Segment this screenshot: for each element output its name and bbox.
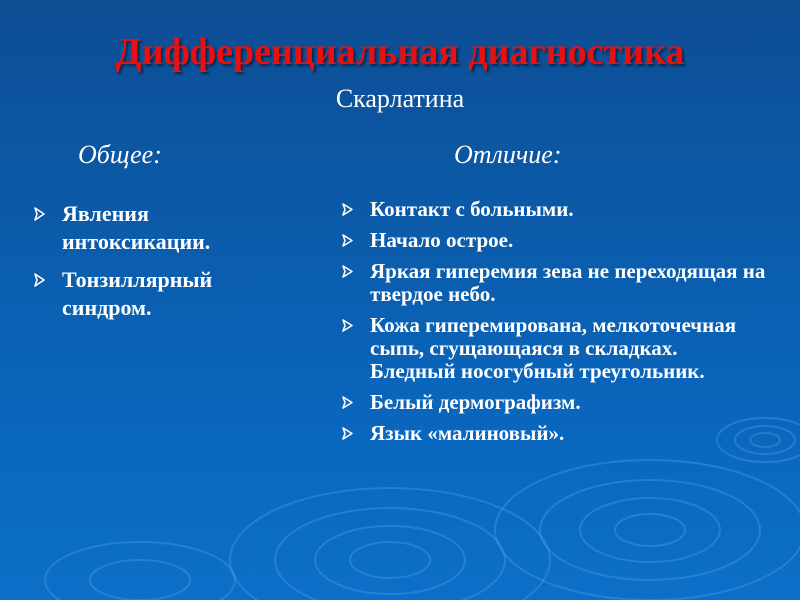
arrowhead-bullet-icon xyxy=(30,266,50,294)
list-item xyxy=(338,314,768,383)
list-item-text: Явления интоксикации. xyxy=(62,201,211,254)
slide-title: Дифференциальная диагностика xyxy=(115,31,685,73)
list-item xyxy=(30,200,290,256)
list-item-text: Язык «малиновый». xyxy=(370,421,565,445)
list-item xyxy=(338,260,768,306)
arrowhead-bullet-icon xyxy=(30,200,50,228)
list-item-text: Кожа гиперемирована, мелкоточечная сыпь, сгущающаяся в складках. Бледный носогубный треугольник. xyxy=(370,313,737,383)
arrowhead-bullet-icon xyxy=(338,391,358,414)
list-item-text: Начало острое. xyxy=(370,228,514,252)
slide-subtitle: Скарлатина xyxy=(335,84,465,113)
list-item xyxy=(338,229,768,252)
difference-list xyxy=(338,198,768,453)
list-item xyxy=(338,391,768,414)
list-item xyxy=(338,422,768,445)
list-item-text: Яркая гиперемия зева не переходящая на твердое небо. xyxy=(370,259,766,306)
common-heading: Общее: xyxy=(78,140,162,169)
arrowhead-bullet-icon xyxy=(338,260,358,283)
list-item xyxy=(30,266,290,322)
list-item-text: Контакт с больными. xyxy=(370,197,574,221)
arrowhead-bullet-icon xyxy=(338,314,358,337)
list-item xyxy=(338,198,768,221)
arrowhead-bullet-icon xyxy=(338,229,358,252)
list-item-text: Белый дермографизм. xyxy=(370,390,581,414)
arrowhead-bullet-icon xyxy=(338,198,358,221)
common-list xyxy=(30,200,290,332)
arrowhead-bullet-icon xyxy=(338,422,358,445)
list-item-text: Тонзиллярный синдром. xyxy=(62,267,213,320)
difference-heading: Отличие: xyxy=(454,140,562,169)
